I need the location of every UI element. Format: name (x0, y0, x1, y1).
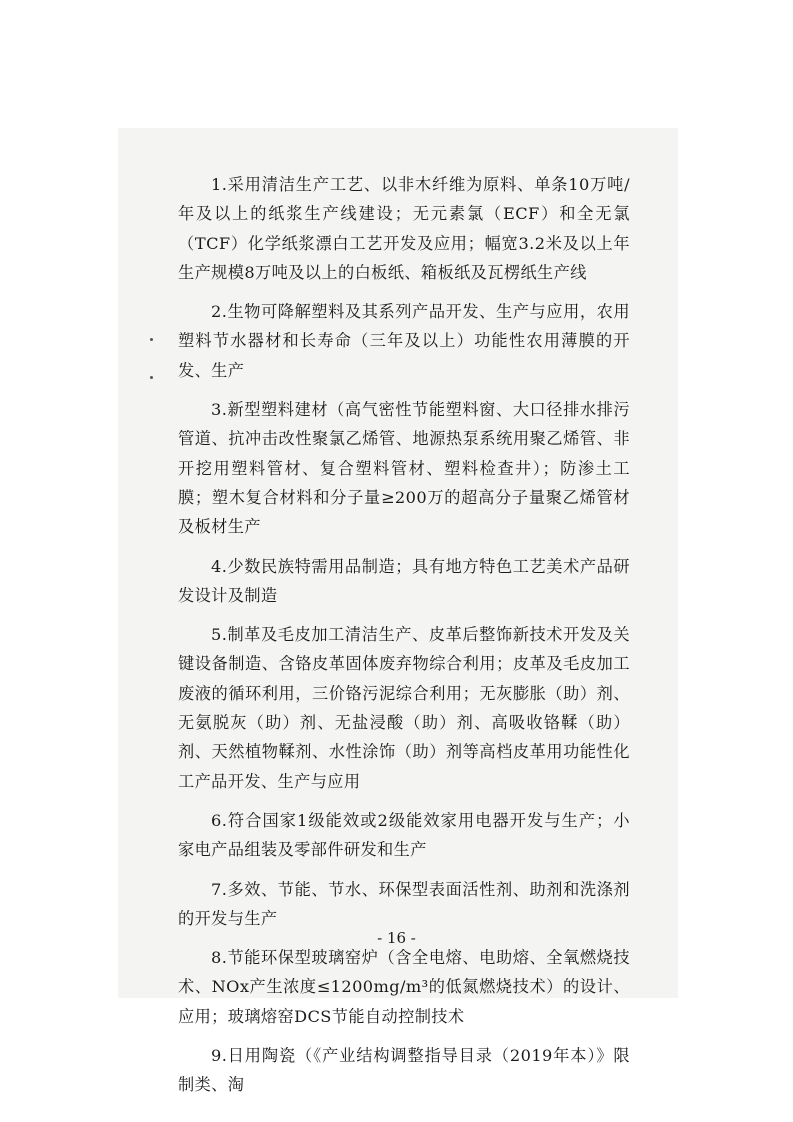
paragraph-3: 3.新型塑料建材（高气密性节能塑料窗、大口径排水排污管道、抗冲击改性聚氯乙烯管、地源热泵系统用聚乙烯管、非开挖用塑料管材、复合塑料管材、塑料检查井）；防渗土工膜；塑木复合材料和分子量≥200万的超高分子量聚乙烯管材及板材生产 (178, 400, 630, 537)
paragraph-1: 1.采用清洁生产工艺、以非木纤维为原料、单条10万吨/年及以上的纸浆生产线建设；无元素氯（ECF）和全无氯（TCF）化学纸浆漂白工艺开发及应用；幅宽3.2米及以上年生产规模8万吨及以上的白板纸、箱板纸及瓦楞纸生产线 (178, 175, 630, 282)
paragraph-6: 6.符合国家1级能效或2级能效家用电器开发与生产；小家电产品组装及零部件研发和生产 (178, 810, 630, 860)
document-body (178, 170, 630, 1100)
paragraph-9: 9.日用陶瓷（《产业结构调整指导目录（2019年本）》限制类、淘 (178, 1046, 630, 1095)
paragraph-4: 4.少数民族特需用品制造；具有地方特色工艺美术产品研发设计及制造 (178, 556, 630, 605)
paragraph-2: 2.生物可降解塑料及其系列产品开发、生产与应用，农用塑料节水器材和长寿命（三年及以上）功能性农用薄膜的开发、生产 (178, 302, 630, 380)
paragraph-7: 7.多效、节能、节水、环保型表面活性剂、助剂和洗涤剂的开发与生产 (178, 879, 630, 928)
paragraph-5: 5.制革及毛皮加工清洁生产、皮革后整饰新技术开发及关键设备制造、含铬皮革固体废弃物综合利用；皮革及毛皮加工废液的循环利用，三价铬污泥综合利用；无灰膨胀（助）剂、无氨脱灰（助）剂、无盐浸酸（助）剂、高吸收铬鞣（助）剂、天然植物鞣剂、水性涂饰（助）剂等高档皮革用功能性化工产品开发、生产与应用 (178, 625, 630, 791)
page-number: - 16 - (377, 929, 416, 947)
scan-speck (150, 376, 153, 379)
paragraph-8: 8.节能环保型玻璃窑炉（含全电熔、电助熔、全氧燃烧技术、NOx产生浓度≤1200mg/m³的低氮燃烧技术）的设计、应用；玻璃熔窑DCS节能自动控制技术 (178, 948, 630, 1026)
scan-speck (150, 338, 153, 341)
